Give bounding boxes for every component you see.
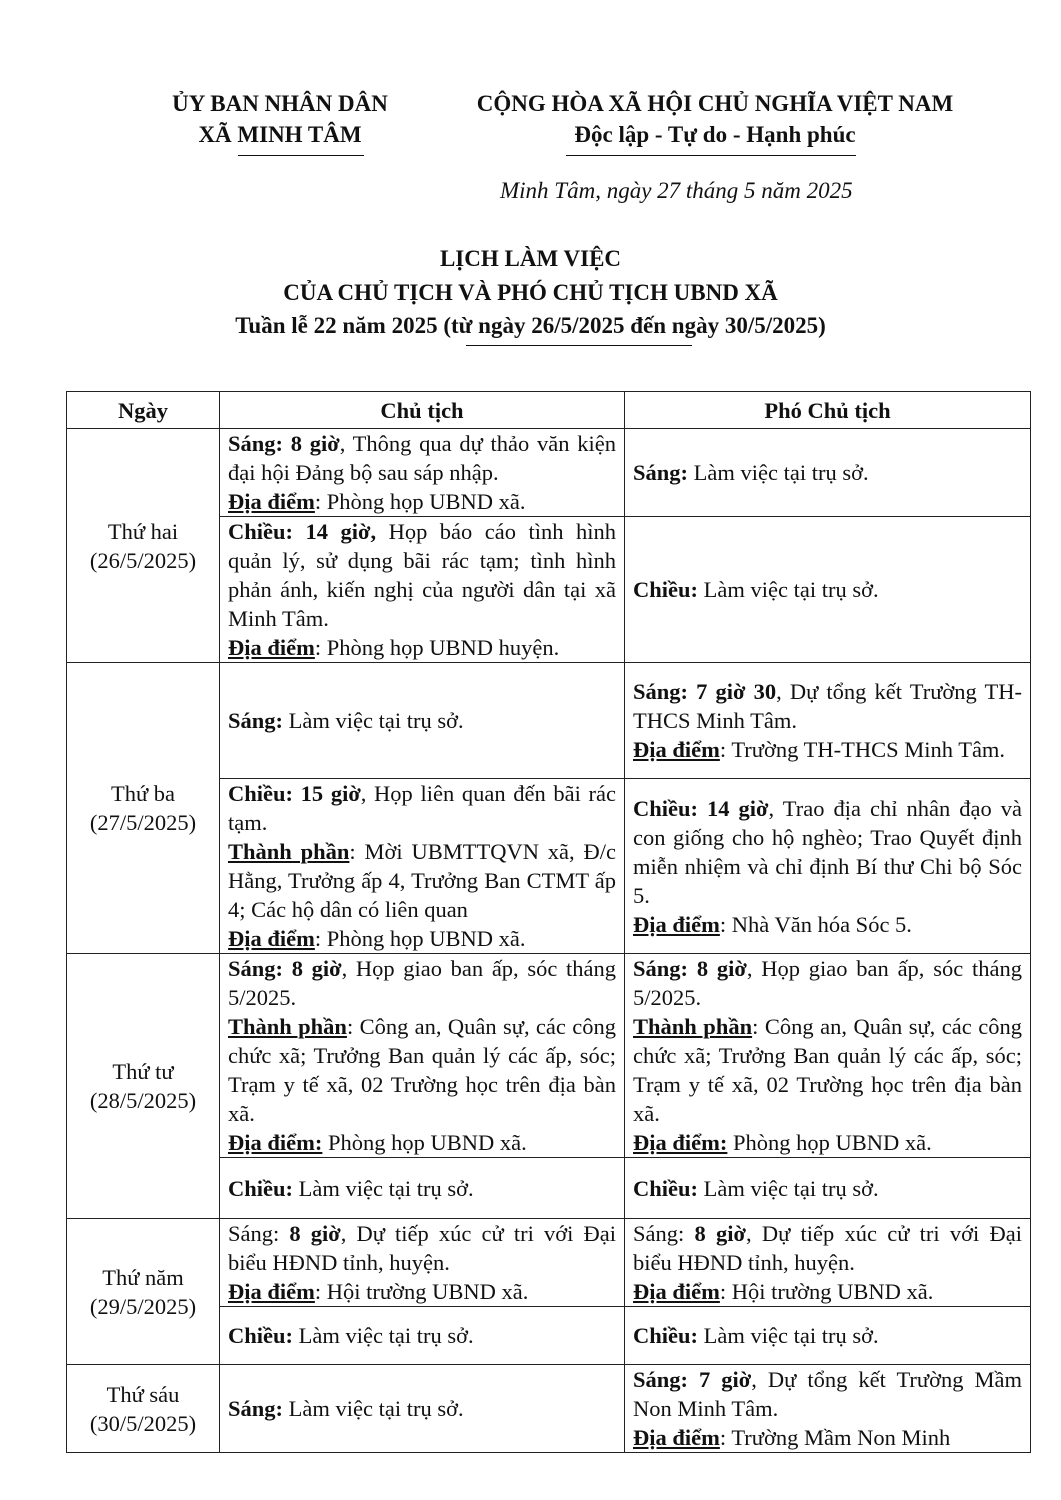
chairman-morning: Sáng: 8 giờ, Dự tiếp xúc cử tri với Đại biểu HĐND tỉnh, huyện. Địa điểm: Hội trường UBND xã.	[220, 1219, 625, 1307]
title-underline	[466, 345, 692, 346]
day-date: (26/5/2025)	[89, 547, 197, 573]
day-date: (28/5/2025)	[89, 1088, 197, 1113]
day-name: Thứ sáu	[106, 1381, 180, 1407]
header-day: Ngày	[67, 392, 220, 429]
chairman-afternoon: Chiều: 15 giờ, Họp liên quan đến bãi rác tạm. Thành phần: Mời UBMTTQVN xã, Đ/c Hằng, Trưởng ấp 4, Trưởng Ban CTMT ấp 4; Các hộ dân có liên quan Địa điểm: Phòng họp UBND xã.	[220, 779, 625, 954]
chairman-afternoon: Chiều: Làm việc tại trụ sở.	[220, 1158, 625, 1219]
chairman-morning: Sáng: 8 giờ, Họp giao ban ấp, sóc tháng 5/2025. Thành phần: Công an, Quân sự, các công chức xã; Trưởng Ban quản lý các ấp, sóc; Trạm y tế xã, 02 Trường học trên địa bàn xã. Địa điểm: Phòng họp UBND xã.	[220, 954, 625, 1158]
day-cell	[67, 429, 220, 663]
issuing-agency	[140, 88, 420, 150]
national-motto	[430, 88, 1000, 150]
nation-line-2: Độc lập - Tự do - Hạnh phúc	[574, 122, 856, 147]
schedule-table	[66, 391, 1031, 1453]
vice-afternoon: Chiều: Làm việc tại trụ sở.	[625, 517, 1031, 663]
dateline: Minh Tâm, ngày 27 tháng 5 năm 2025	[500, 178, 853, 203]
table-row	[67, 1365, 1031, 1453]
day-cell	[67, 1219, 220, 1365]
day-name: Thứ ba	[110, 781, 176, 806]
doc-title: LỊCH LÀM VIỆC	[439, 246, 622, 271]
doc-subtitle: CỦA CHỦ TỊCH VÀ PHÓ CHỦ TỊCH UBND XÃ	[283, 280, 778, 305]
table-row	[67, 429, 1031, 517]
chairman-afternoon: Chiều: Làm việc tại trụ sở.	[220, 1307, 625, 1365]
table-row	[67, 663, 1031, 779]
vice-afternoon: Chiều: 14 giờ, Trao địa chỉ nhân đạo và con giống cho hộ nghèo; Trao Quyết định miễn nhiệm và chỉ định Bí thư Chi bộ Sóc 5. Địa điểm: Nhà Văn hóa Sóc 5.	[625, 779, 1031, 954]
agency-line-2: XÃ MINH TÂM	[198, 122, 362, 147]
chairman-afternoon: Chiều: 14 giờ, Họp báo cáo tình hình quản lý, sử dụng bãi rác tạm; tình hình phản ánh, kiến nghị của người dân tại xã Minh Tâm. Địa điểm: Phòng họp UBND huyện.	[220, 517, 625, 663]
day-cell	[67, 954, 220, 1219]
table-row	[67, 1219, 1031, 1307]
vice-afternoon: Chiều: Làm việc tại trụ sở.	[625, 1307, 1031, 1365]
vice-morning: Sáng: 7 giờ, Dự tổng kết Trường Mầm Non Minh Tâm. Địa điểm: Trường Mầm Non Minh	[625, 1365, 1031, 1453]
vice-morning: Sáng: Làm việc tại trụ sở.	[625, 429, 1031, 517]
agency-underline	[238, 155, 364, 156]
vice-morning: Sáng: 7 giờ 30, Dự tổng kết Trường TH-THCS Minh Tâm. Địa điểm: Trường TH-THCS Minh Tâm.	[625, 663, 1031, 779]
chairman-morning: Sáng: 8 giờ, Thông qua dự thảo văn kiện đại hội Đảng bộ sau sáp nhập. Địa điểm: Phòng họp UBND xã.	[220, 429, 625, 517]
vice-afternoon: Chiều: Làm việc tại trụ sở.	[625, 1158, 1031, 1219]
chairman-morning: Sáng: Làm việc tại trụ sở.	[220, 1365, 625, 1453]
header-chairman: Chủ tịch	[220, 392, 625, 429]
doc-week-range: Tuần lễ 22 năm 2025 (từ ngày 26/5/2025 đến ngày 30/5/2025)	[235, 313, 826, 338]
nation-line-1: CỘNG HÒA XÃ HỘI CHỦ NGHĨA VIỆT NAM	[476, 91, 954, 116]
vice-morning: Sáng: 8 giờ, Dự tiếp xúc cử tri với Đại biểu HĐND tỉnh, huyện. Địa điểm: Hội trường UBND xã.	[625, 1219, 1031, 1307]
header-vice-chairman: Phó Chủ tịch	[625, 392, 1031, 429]
motto-underline	[566, 155, 856, 156]
day-date: (29/5/2025)	[89, 1293, 197, 1319]
day-cell	[67, 1365, 220, 1453]
vice-morning: Sáng: 8 giờ, Họp giao ban ấp, sóc tháng 5/2025. Thành phần: Công an, Quân sự, các công chức xã; Trưởng Ban quản lý các ấp, sóc; Trạm y tế xã, 02 Trường học trên địa bàn xã. Địa điểm: Phòng họp UBND xã.	[625, 954, 1031, 1158]
chairman-morning: Sáng: Làm việc tại trụ sở.	[220, 663, 625, 779]
day-date: (27/5/2025)	[89, 810, 197, 835]
table-row	[67, 954, 1031, 1158]
day-name: Thứ năm	[102, 1264, 184, 1290]
day-name: Thứ hai	[107, 518, 179, 544]
table-header-row	[67, 392, 1031, 429]
day-name: Thứ tư	[112, 1059, 174, 1084]
day-cell	[67, 663, 220, 954]
day-date: (30/5/2025)	[89, 1410, 197, 1436]
agency-line-1: ỦY BAN NHÂN DÂN	[172, 91, 388, 116]
